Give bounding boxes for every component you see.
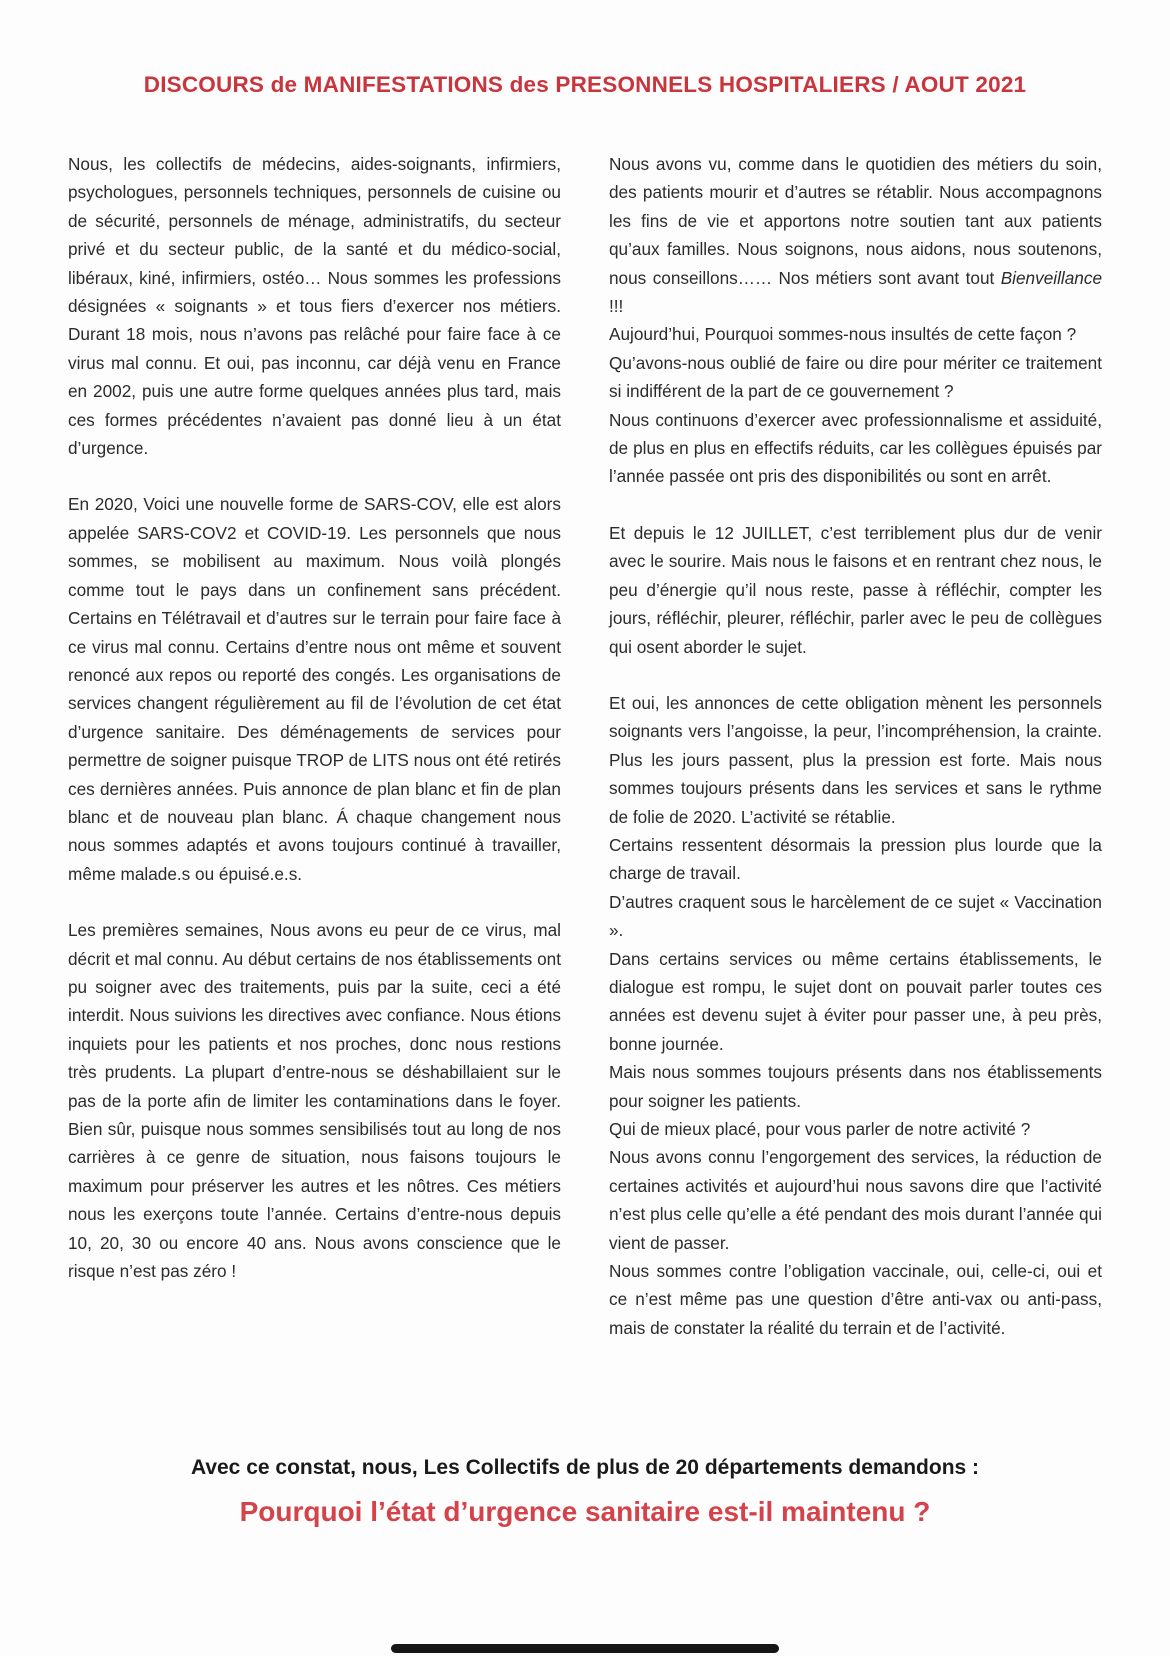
paragraph	[609, 320, 1102, 348]
paragraph	[609, 519, 1102, 661]
paragraph	[609, 831, 1102, 888]
paragraph	[609, 349, 1102, 406]
text-run: !!!	[609, 296, 624, 317]
text-run: Et depuis le 12 JUILLET, c’est terriblement plus dur de venir avec le sourire. Mais nous le faisons et en rentrant chez nous, le peu d’énergie qu’il nous reste, passe à réfléchir, compter les jours, réfléchir, pleurer, réfléchir, parler avec le peu de collègues qui osent aborder le sujet.	[609, 522, 1102, 657]
text-run: En 2020, Voici une nouvelle forme de SARS-COV, elle est alors appelée SARS-COV2 et COVID-19. Les personnels que nous sommes, se mobilisent au maximum. Nous voilà plongés comme tout le pays dans un confinement sans précédent. Certains en Télétravail et d’autres sur le terrain pour faire face à ce virus mal connu. Certains d’entre nous ont même et souvent renoncé aux repos ou reporté des congés. Les organisations de services changent régulièrement au fil de l’évolution de cet état d’urgence sanitaire. Des déménagements de services pour permettre de soigner puisque TROP de LITS nous ont été retirés ces dernières années. Puis annonce de plan blanc et fin de plan blanc et de nouveau plan blanc. Á chaque changement nous nous sommes adaptés et avons toujours continué à travailler, même malade.s ou épuisé.e.s.	[68, 494, 561, 884]
text-run: Les premières semaines, Nous avons eu peur de ce virus, mal décrit et mal connu. Au début certains de nos établissements ont pu soigner avec des traitements, puis par la suite, ceci a été interdit. Nous suivions les directives avec confiance. Nous étions inquiets pour les patients et nos proches, donc nous restions très prudents. La plupart d’entre-nous se déshabillaient sur le pas de la porte afin de limiter les contaminations dans le foyer. Bien sûr, puisque nous sommes sensibilisés tout au long de nos carrières à ce genre de situation, nous faisons toujours le maximum pour préserver les autres et les nôtres. Ces métiers nous les exerçons toute l’année. Certains d’entre-nous depuis 10, 20, 30 ou encore 40 ans. Nous avons conscience que le risque n’est pas zéro !	[68, 920, 561, 1282]
paragraph	[609, 945, 1102, 1059]
left-column	[68, 150, 561, 1342]
text-run: Dans certains services ou même certains établissements, le dialogue est rompu, le sujet dont on pouvait parler toutes ces années est devenu sujet à éviter pour passer une, à peu près, bonne journée.	[609, 948, 1102, 1054]
italic-text-run: Bienveillance	[1000, 267, 1102, 288]
paragraph	[609, 1257, 1102, 1342]
paragraph	[609, 150, 1102, 320]
text-run: Nous continuons d’exercer avec professionnalisme et assiduité, de plus en plus en effectifs réduits, car les collègues épuisés par l’année passée ont pris des disponibilités ou sont en arrêt.	[609, 409, 1102, 487]
paragraph	[609, 888, 1102, 945]
text-run: Nous avons vu, comme dans le quotidien des métiers du soin, des patients mourir et d’autres se rétablir. Nous accompagnons les fins de vie et apportons notre soutien tant aux patients qu’aux familles. Nous soignons, nous aidons, nous soutenons, nous conseillons…… Nos métiers sont avant tout	[609, 154, 1102, 288]
text-run: Certains ressentent désormais la pression plus lourde que la charge de travail.	[609, 834, 1102, 884]
text-run: Nous avons connu l’engorgement des services, la réduction de certaines activités et aujourd’hui nous savons dire que l’activité n’est plus celle qu’elle a été pendant des mois durant l’année qui vient de passer.	[609, 1147, 1102, 1253]
text-run: Mais nous sommes toujours présents dans nos établissements pour soigner les patients.	[609, 1062, 1102, 1111]
paragraph	[609, 1143, 1102, 1257]
text-run: Aujourd’hui, Pourquoi sommes-nous insultés de cette façon ?	[609, 324, 1077, 345]
text-run: Qui de mieux placé, pour vous parler de notre activité ?	[609, 1119, 1031, 1139]
text-run: D’autres craquent sous le harcèlement de ce sujet « Vaccination ».	[609, 891, 1102, 941]
home-indicator-bar	[391, 1644, 779, 1653]
paragraph	[609, 1058, 1102, 1115]
text-run: Nous sommes contre l’obligation vaccinale, oui, celle-ci, oui et ce n’est même pas une question d’être anti-vax ou anti-pass, mais de constater la réalité du terrain et de l’activité.	[609, 1261, 1102, 1338]
two-column-body	[0, 150, 1170, 1342]
closing-question: Pourquoi l’état d’urgence sanitaire est-il maintenu ?	[239, 1496, 931, 1527]
paragraph	[68, 490, 561, 888]
paragraph	[68, 150, 561, 462]
text-run: Nous, les collectifs de médecins, aides-soignants, infirmiers, psychologues, personnels techniques, personnels de cuisine ou de sécurité, personnels de ménage, administratifs, du secteur privé et du secteur public, de la santé et du médico-social, libéraux, kiné, infirmiers, ostéo… Nous sommes les professions désignées « soignants » et tous fiers d’exercer nos métiers. Durant 18 mois, nous n’avons pas relâché pour faire face à ce virus mal connu. Et oui, pas inconnu, car déjà venu en France en 2002, puis une autre forme quelques années plus tard, mais ces formes précédentes n’avaient pas donné lieu à un état d’urgence.	[68, 154, 561, 459]
right-column	[609, 150, 1102, 1342]
paragraph	[609, 689, 1102, 831]
text-run: Qu’avons-nous oublié de faire ou dire pour mériter ce traitement si indifférent de la part de ce gouvernement ?	[609, 352, 1102, 402]
document-title: DISCOURS de MANIFESTATIONS des PRESONNELS HOSPITALIERS / AOUT 2021	[143, 72, 1027, 97]
paragraph	[609, 1115, 1102, 1143]
text-run: Et oui, les annonces de cette obligation mènent les personnels soignants vers l’angoisse, la peur, l’incompréhension, la crainte. Plus les jours passent, plus la pression est forte. Mais nous sommes toujours présents dans les services et sans le rythme de folie de 2020. L’activité se rétablie.	[609, 692, 1102, 827]
paragraph	[68, 916, 561, 1285]
closing-statement: Avec ce constat, nous, Les Collectifs de plus de 20 départements demandons :	[190, 1456, 980, 1479]
paragraph	[609, 406, 1102, 491]
